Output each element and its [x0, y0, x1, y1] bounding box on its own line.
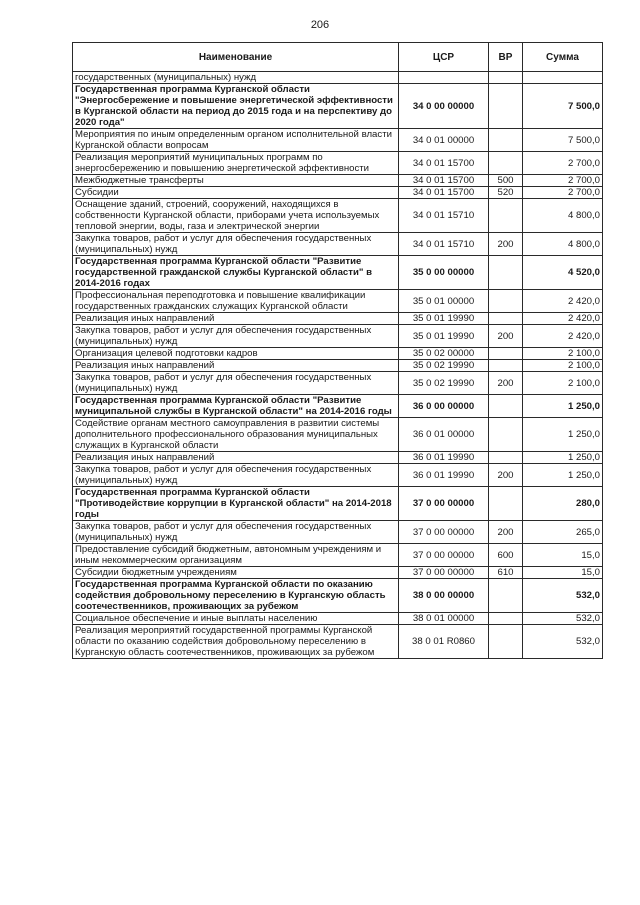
cell-name: Реализация мероприятий государственной программы Курганской области по оказанию содействия добровольному переселению в Курганскую область соотечественников, проживающих за рубежом	[73, 625, 399, 659]
cell-csr: 34 0 01 15700	[399, 152, 489, 175]
cell-name: Закупка товаров, работ и услуг для обеспечения государственных (муниципальных) нужд	[73, 325, 399, 348]
cell-sum: 15,0	[523, 544, 603, 567]
cell-vr: 610	[489, 567, 523, 579]
cell-name: Реализация иных направлений	[73, 313, 399, 325]
table-row	[73, 72, 603, 84]
table-row	[73, 348, 603, 360]
table-body	[73, 72, 603, 659]
table-row	[73, 187, 603, 199]
cell-csr: 34 0 01 15710	[399, 233, 489, 256]
cell-csr: 34 0 01 00000	[399, 129, 489, 152]
cell-vr: 600	[489, 544, 523, 567]
cell-name: Межбюджетные трансферты	[73, 175, 399, 187]
cell-vr	[489, 452, 523, 464]
cell-sum: 1 250,0	[523, 395, 603, 418]
table-row	[73, 579, 603, 613]
cell-vr	[489, 579, 523, 613]
cell-csr: 35 0 02 19990	[399, 360, 489, 372]
cell-vr: 500	[489, 175, 523, 187]
cell-vr	[489, 360, 523, 372]
cell-sum: 2 700,0	[523, 152, 603, 175]
cell-name: Государственная программа Курганской области "Развитие государственной гражданской службы Курганской области" в 2014-2016 годах	[73, 256, 399, 290]
cell-name: Закупка товаров, работ и услуг для обеспечения государственных (муниципальных) нужд	[73, 521, 399, 544]
table-row	[73, 233, 603, 256]
cell-vr: 200	[489, 325, 523, 348]
cell-csr: 38 0 01 00000	[399, 613, 489, 625]
cell-csr: 34 0 01 15700	[399, 175, 489, 187]
table-row	[73, 395, 603, 418]
cell-csr: 35 0 02 19990	[399, 372, 489, 395]
cell-vr	[489, 487, 523, 521]
cell-name: государственных (муниципальных) нужд	[73, 72, 399, 84]
cell-name: Закупка товаров, работ и услуг для обеспечения государственных (муниципальных) нужд	[73, 464, 399, 487]
cell-name: Организация целевой подготовки кадров	[73, 348, 399, 360]
header-sum: Сумма	[523, 43, 603, 72]
cell-name: Субсидии бюджетным учреждениям	[73, 567, 399, 579]
table-row	[73, 199, 603, 233]
cell-csr: 37 0 00 00000	[399, 487, 489, 521]
cell-vr	[489, 348, 523, 360]
cell-sum: 280,0	[523, 487, 603, 521]
table-row	[73, 129, 603, 152]
cell-name: Закупка товаров, работ и услуг для обеспечения государственных (муниципальных) нужд	[73, 233, 399, 256]
cell-vr	[489, 256, 523, 290]
budget-table	[72, 42, 603, 659]
cell-csr: 36 0 00 00000	[399, 395, 489, 418]
cell-vr	[489, 152, 523, 175]
cell-csr: 37 0 00 00000	[399, 521, 489, 544]
table-row	[73, 325, 603, 348]
cell-vr	[489, 625, 523, 659]
cell-sum: 2 100,0	[523, 360, 603, 372]
cell-sum: 2 700,0	[523, 187, 603, 199]
table-row	[73, 464, 603, 487]
table-row	[73, 544, 603, 567]
cell-sum: 2 420,0	[523, 325, 603, 348]
header-vr: ВР	[489, 43, 523, 72]
cell-name: Государственная программа Курганской области "Энергосбережение и повышение энергетической эффективности в Курганской области на период до 2015 года и на перспективу до 2020 года"	[73, 84, 399, 129]
cell-csr: 34 0 00 00000	[399, 84, 489, 129]
cell-name: Предоставление субсидий бюджетным, автономным учреждениям и иным некоммерческим организациям	[73, 544, 399, 567]
cell-vr: 200	[489, 372, 523, 395]
cell-name: Оснащение зданий, строений, сооружений, находящихся в собственности Курганской области, приборами учета используемых тепловой энергии, воды, газа и электрической энергии	[73, 199, 399, 233]
cell-name: Реализация иных направлений	[73, 360, 399, 372]
cell-csr: 35 0 01 19990	[399, 313, 489, 325]
cell-name: Государственная программа Курганской области "Развитие муниципальной службы в Курганской области" на 2014-2016 годы	[73, 395, 399, 418]
cell-vr	[489, 290, 523, 313]
cell-sum: 532,0	[523, 579, 603, 613]
cell-csr: 35 0 01 19990	[399, 325, 489, 348]
cell-csr: 38 0 01 R0860	[399, 625, 489, 659]
cell-csr: 38 0 00 00000	[399, 579, 489, 613]
cell-sum: 1 250,0	[523, 452, 603, 464]
cell-csr: 37 0 00 00000	[399, 544, 489, 567]
table-row	[73, 625, 603, 659]
cell-vr	[489, 418, 523, 452]
cell-name: Реализация иных направлений	[73, 452, 399, 464]
cell-sum: 2 700,0	[523, 175, 603, 187]
cell-vr	[489, 395, 523, 418]
cell-sum: 265,0	[523, 521, 603, 544]
cell-vr	[489, 199, 523, 233]
cell-sum: 7 500,0	[523, 84, 603, 129]
cell-vr	[489, 72, 523, 84]
cell-csr: 34 0 01 15710	[399, 199, 489, 233]
cell-sum: 2 100,0	[523, 348, 603, 360]
cell-vr	[489, 129, 523, 152]
table-row	[73, 84, 603, 129]
cell-csr	[399, 72, 489, 84]
table-row	[73, 313, 603, 325]
cell-csr: 36 0 01 19990	[399, 452, 489, 464]
header-csr: ЦСР	[399, 43, 489, 72]
page-number: 206	[310, 19, 330, 31]
cell-csr: 36 0 01 00000	[399, 418, 489, 452]
cell-vr: 200	[489, 233, 523, 256]
table-row	[73, 372, 603, 395]
cell-sum: 4 800,0	[523, 199, 603, 233]
header-name: Наименование	[73, 43, 399, 72]
cell-name: Закупка товаров, работ и услуг для обеспечения государственных (муниципальных) нужд	[73, 372, 399, 395]
cell-sum: 15,0	[523, 567, 603, 579]
cell-name: Государственная программа Курганской области "Противодействие коррупции в Курганской области" на 2014-2018 годы	[73, 487, 399, 521]
table-row	[73, 256, 603, 290]
cell-sum: 2 420,0	[523, 290, 603, 313]
cell-csr: 34 0 01 15700	[399, 187, 489, 199]
cell-csr: 35 0 02 00000	[399, 348, 489, 360]
cell-sum: 532,0	[523, 613, 603, 625]
cell-csr: 35 0 00 00000	[399, 256, 489, 290]
cell-sum: 2 420,0	[523, 313, 603, 325]
cell-csr: 37 0 00 00000	[399, 567, 489, 579]
cell-vr	[489, 613, 523, 625]
cell-vr	[489, 84, 523, 129]
cell-name: Профессиональная переподготовка и повышение квалификации государственных гражданских служащих Курганской области	[73, 290, 399, 313]
table-row	[73, 418, 603, 452]
cell-name: Реализация мероприятий муниципальных программ по энергосбережению и повышению энергетической эффективности	[73, 152, 399, 175]
table-row	[73, 175, 603, 187]
cell-sum	[523, 72, 603, 84]
table-row	[73, 452, 603, 464]
cell-csr: 36 0 01 19990	[399, 464, 489, 487]
table-row	[73, 487, 603, 521]
table-row	[73, 521, 603, 544]
table-row	[73, 360, 603, 372]
cell-name: Мероприятия по иным определенным органом исполнительной власти Курганской области вопросам	[73, 129, 399, 152]
table-row	[73, 613, 603, 625]
table-header-row	[73, 43, 603, 72]
table-row	[73, 290, 603, 313]
cell-name: Содействие органам местного самоуправления в развитии системы дополнительного профессионального образования муниципальных служащих в Курганской области	[73, 418, 399, 452]
cell-name: Государственная программа Курганской области по оказанию содействия добровольному переселению в Курганскую область соотечественников, проживающих за рубежом	[73, 579, 399, 613]
cell-sum: 1 250,0	[523, 418, 603, 452]
cell-csr: 35 0 01 00000	[399, 290, 489, 313]
cell-sum: 2 100,0	[523, 372, 603, 395]
cell-sum: 532,0	[523, 625, 603, 659]
cell-vr: 200	[489, 521, 523, 544]
table-row	[73, 152, 603, 175]
cell-sum: 4 800,0	[523, 233, 603, 256]
cell-sum: 4 520,0	[523, 256, 603, 290]
table-row	[73, 567, 603, 579]
cell-sum: 1 250,0	[523, 464, 603, 487]
cell-name: Субсидии	[73, 187, 399, 199]
cell-vr: 520	[489, 187, 523, 199]
cell-vr	[489, 313, 523, 325]
cell-sum: 7 500,0	[523, 129, 603, 152]
cell-name: Социальное обеспечение и иные выплаты населению	[73, 613, 399, 625]
cell-vr: 200	[489, 464, 523, 487]
